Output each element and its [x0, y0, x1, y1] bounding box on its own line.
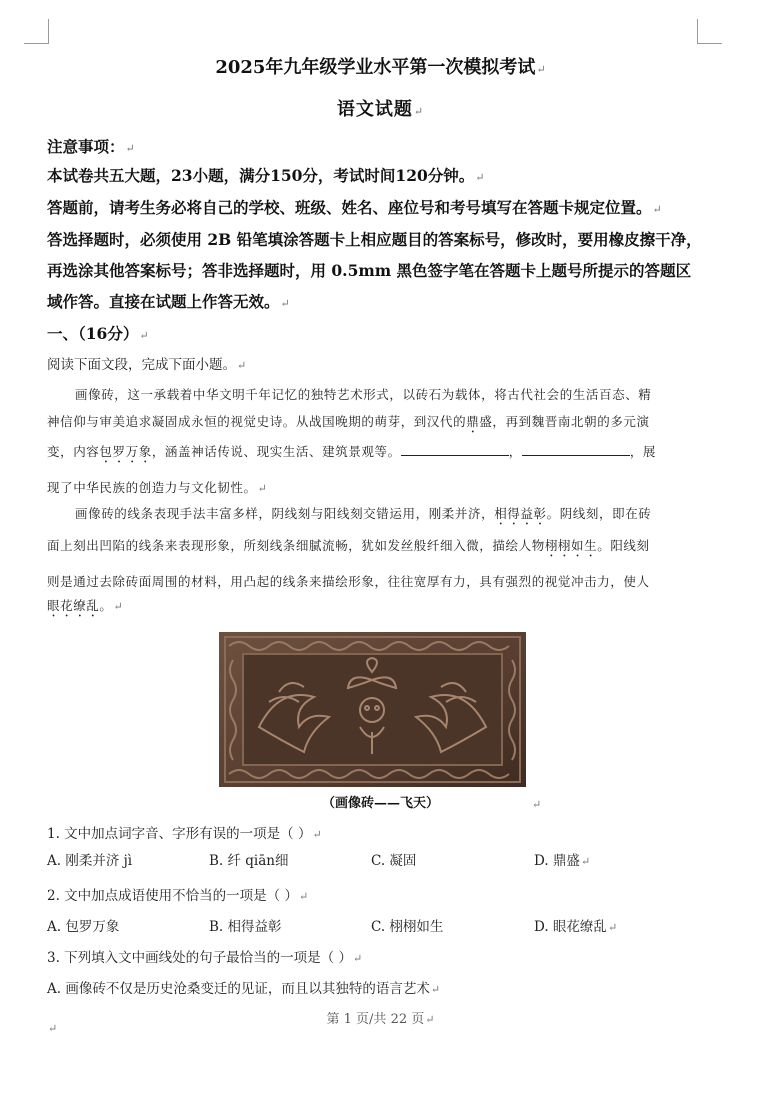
section-heading: 一、（16分）↵: [47, 324, 149, 343]
passage-line: 画像砖，这一承载着中华文明千年记忆的独特艺术形式，以砖石为载体，将古代社会的生活百态、精: [75, 387, 652, 402]
passage-line: 神信仰与审美追求凝固成永恒的视觉史诗。从战国晚期的萌芽，到汉代的鼎盛，再到魏晋南北朝的多元演: [47, 414, 650, 429]
fill-blank-1: [401, 443, 509, 456]
end-paragraph-mark: ↵: [48, 1022, 58, 1035]
exam-title: 2025年九年级学业水平第一次模拟考试↵: [215, 57, 546, 78]
question-2-stem: 2. 文中加点成语使用不恰当的一项是（ ）↵: [47, 888, 309, 904]
passage-line: 现了中华民族的创造力与文化韧性。↵: [47, 480, 268, 495]
passage-line: 变，内容包罗万象，涵盖神话传说、现实生活、建筑景观等。 ， ，展: [47, 444, 657, 459]
question-3-option-a[interactable]: A. 画像砖不仅是历史沧桑变迁的见证，而且以其独特的语言艺术↵: [47, 981, 441, 997]
passage-line: 画像砖的线条表现手法丰富多样，阴线刻与阳线刻交错运用，刚柔并济，相得益彰。阴线刻，即在砖: [75, 506, 652, 521]
notice-line-3: 答选择题时，必须使用 2B 铅笔填涂答题卡上相应题目的答案标号，修改时，要用橡皮擦干净，: [47, 230, 702, 249]
notice-heading: 注意事项：↵: [47, 137, 135, 156]
question-3-stem: 3. 下列填入文中画线处的句子最恰当的一项是（ ）↵: [47, 950, 363, 966]
notice-line-2: 答题前，请考生务必将自己的学校、班级、姓名、座位号和考号填写在答题卡规定位置。↵: [47, 198, 662, 217]
notice-line-5: 域作答。直接在试题上作答无效。↵: [47, 292, 290, 311]
question-1-option-c[interactable]: C. 凝固: [371, 853, 417, 869]
exam-subtitle: 语文试题↵: [336, 99, 425, 120]
question-1-option-b[interactable]: B. 纤 qiān细: [209, 853, 289, 869]
passage-line: 眼花缭乱。↵: [47, 598, 124, 613]
dotted-idiom: 相得益彰: [494, 506, 547, 521]
question-2-option-b[interactable]: B. 相得益彰: [209, 919, 282, 935]
paragraph-mark: ↵: [532, 798, 542, 811]
question-2-option-a[interactable]: A. 包罗万象: [47, 919, 120, 935]
question-1-stem: 1. 文中加点词字音、字形有误的一项是（ ）↵: [47, 826, 322, 842]
passage-line: 面上刻出凹陷的线条来表现形象，所刻线条细腻流畅，犹如发丝般纤细入微，描绘人物栩栩如生。阳线刻: [47, 538, 650, 553]
question-1-option-a[interactable]: A. 刚柔并济 jì: [47, 853, 133, 869]
page-footer: 第 1 页/共 22 页↵: [326, 1012, 435, 1027]
question-1-option-d[interactable]: D. 鼎盛↵: [534, 853, 591, 869]
section-instruction: 阅读下面文段，完成下面小题。↵: [47, 357, 247, 373]
passage: [47, 380, 692, 620]
notice-line-1: 本试卷共五大题，23小题，满分150分，考试时间120分钟。↵: [47, 166, 485, 185]
dotted-idiom: 眼花缭乱: [47, 598, 100, 613]
notice-line-4: 再选涂其他答案标号；答非选择题时，用 0.5mm 黑色签字笔在答题卡上题号所提示的答题区: [47, 261, 692, 280]
fill-blank-2: [522, 443, 630, 456]
figure-caption: （画像砖——飞天）: [321, 796, 439, 811]
passage-line: 则是通过去除砖面周围的材料，用凸起的线条来描绘形象，往往宽厚有力，具有强烈的视觉冲击力，使人: [47, 574, 650, 589]
brick-relief-image: [219, 632, 526, 787]
top-right-crop-mark: [697, 19, 722, 44]
top-left-crop-mark: [24, 19, 49, 44]
dotted-idiom: 包罗万象: [99, 444, 152, 459]
dotted-idiom: 栩栩如生: [544, 538, 598, 553]
question-2-option-d[interactable]: D. 眼花缭乱↵: [534, 919, 618, 935]
question-2-option-c[interactable]: C. 栩栩如生: [371, 919, 444, 935]
